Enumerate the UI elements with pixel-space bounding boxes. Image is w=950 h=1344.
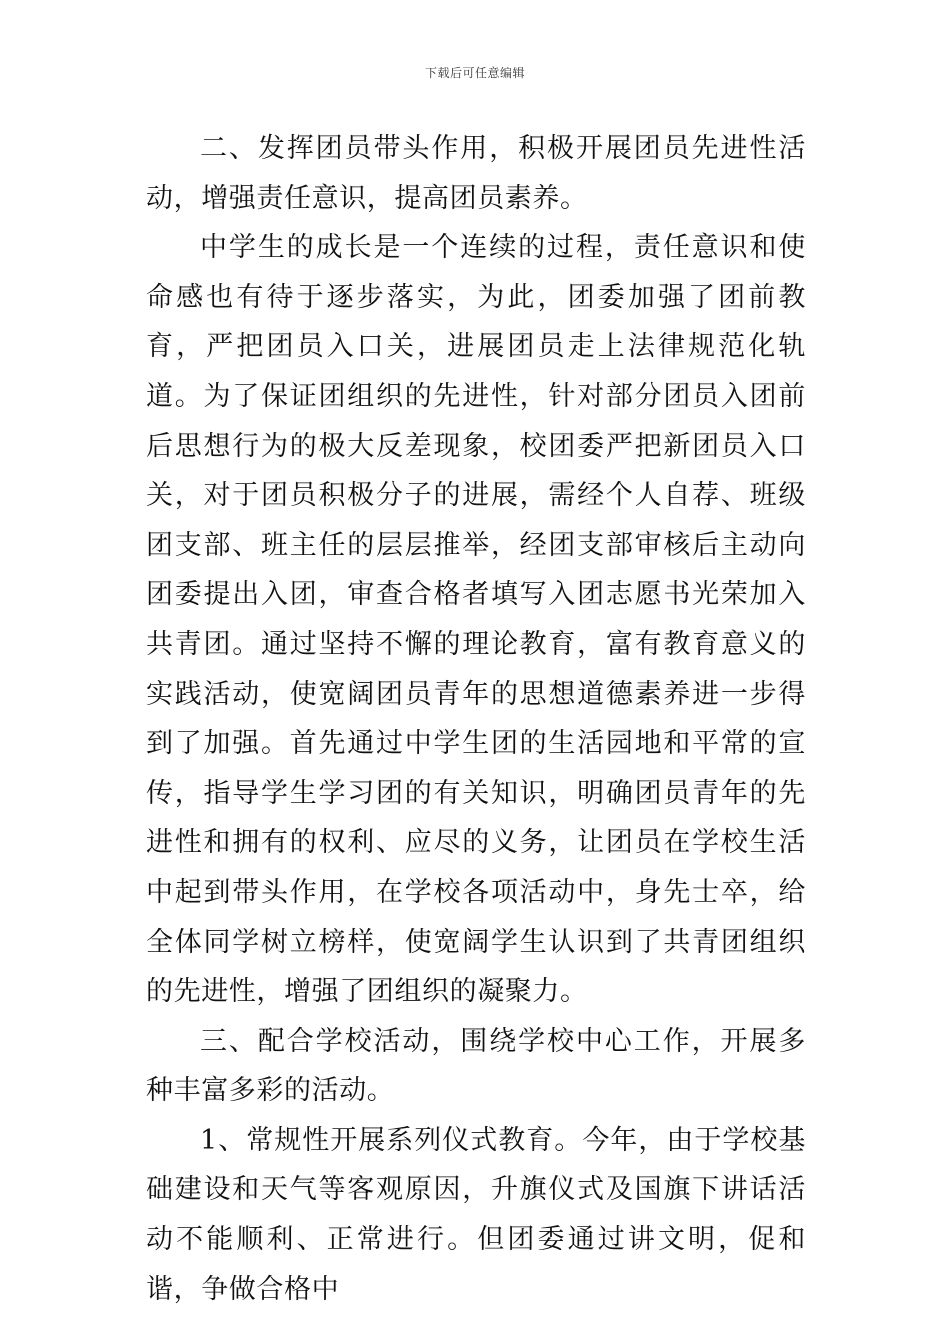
document-body (146, 124, 806, 1314)
page-header: 下载后可任意编辑 (424, 66, 525, 80)
paragraph-section-three-heading: 三、配合学校活动，围绕学校中心工作，开展多种丰富多彩的活动。 (146, 1025, 806, 1107)
paragraph-section-two-body: 中学生的成长是一个连续的过程，责任意识和使命感也有待于逐步落实，为此，团委加强了团前教育，严把团员入口关，进展团员走上法律规范化轨道。为了保证团组织的先进性，针对部分团员入团前后思想行为的极大反差现象，校团委严把新团员入口关，对于团员积极分子的进展，需经个人自荐、班级团支部、班主任的层层推举，经团支部审核后主动向团委提出入团，审查合格者填写入团志愿书光荣加入共青团。通过坚持不懈的理论教育，富有教育意义的实践活动，使宽阔团员青年的思想道德素养进一步得到了加强。首先通过中学生团的生活园地和平常的宣传，指导学生学习团的有关知识，明确团员青年的先进性和拥有的权利、应尽的义务，让团员在学校生活中起到带头作用，在学校各项活动中，身先士卒，给全体同学树立榜样，使宽阔学生认识到了共青团组织的先进性，增强了团组织的凝聚力。 (146, 232, 806, 1008)
paragraph-item-one: 1、常规性开展系列仪式教育。今年，由于学校基础建设和天气等客观原因，升旗仪式及国旗下讲话活动不能顺利、正常进行。但团委通过讲文明，促和谐，争做合格中 (146, 1124, 806, 1305)
paragraph-section-two-heading: 二、发挥团员带头作用，积极开展团员先进性活动，增强责任意识，提高团员素养。 (146, 133, 806, 214)
